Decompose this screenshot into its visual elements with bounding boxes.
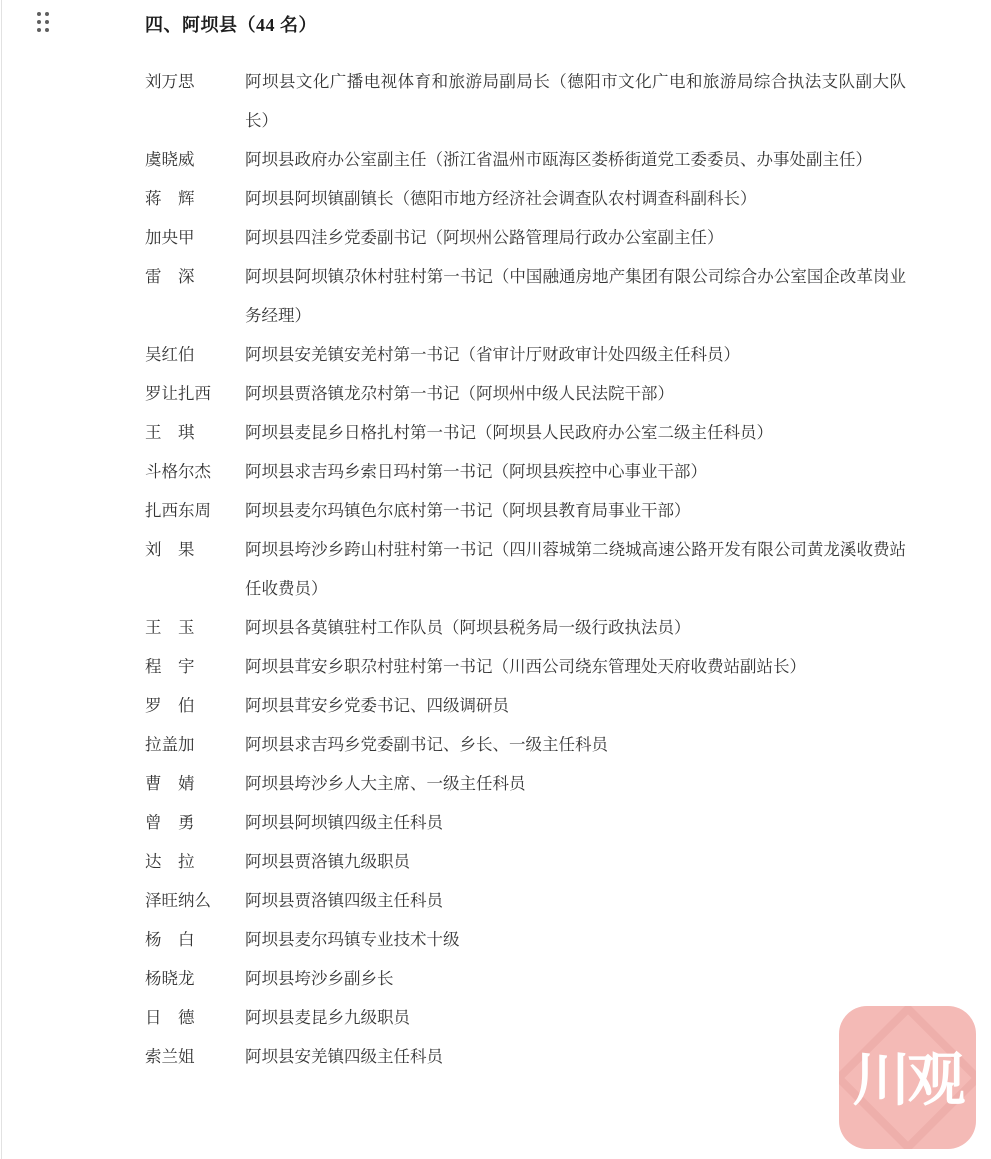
entry-title: 阿坝县四洼乡党委副书记（阿坝州公路管理局行政办公室副主任） bbox=[245, 228, 724, 247]
entry-title: 阿坝县贾洛镇九级职员 bbox=[245, 852, 410, 871]
roster-row bbox=[145, 647, 906, 686]
entry-name: 刘 果 bbox=[145, 540, 195, 559]
entry-name: 刘万思 bbox=[145, 72, 195, 91]
drag-handle-dot bbox=[37, 20, 41, 24]
roster-row bbox=[145, 803, 906, 842]
roster-row bbox=[145, 140, 906, 179]
entry-name: 蒋 辉 bbox=[145, 189, 195, 208]
entry-title: 阿坝县麦尔玛镇专业技术十级 bbox=[245, 930, 460, 949]
entry-title: 阿坝县垮沙乡人大主席、一级主任科员 bbox=[245, 774, 526, 793]
entry-name: 吴红伯 bbox=[145, 345, 195, 364]
roster-row bbox=[145, 218, 906, 257]
roster-row bbox=[145, 374, 906, 413]
entry-title: 阿坝县政府办公室副主任（浙江省温州市瓯海区娄桥街道党工委委员、办事处副主任） bbox=[245, 150, 872, 169]
entry-name: 斗格尔杰 bbox=[145, 462, 211, 481]
entry-name: 曹 婧 bbox=[145, 774, 195, 793]
roster-row bbox=[145, 452, 906, 491]
roster-row bbox=[145, 959, 906, 998]
entry-title: 阿坝县贾洛镇龙尕村第一书记（阿坝州中级人民法院干部） bbox=[245, 384, 674, 403]
entry-title: 阿坝县麦昆乡日格扎村第一书记（阿坝县人民政府办公室二级主任科员） bbox=[245, 423, 773, 442]
entry-name: 扎西东周 bbox=[145, 501, 211, 520]
roster-row bbox=[145, 530, 906, 608]
entry-name: 程 宇 bbox=[145, 657, 195, 676]
roster-row bbox=[145, 764, 906, 803]
roster-row bbox=[145, 686, 906, 725]
roster-list bbox=[145, 62, 906, 1076]
entry-title: 阿坝县茸安乡职尕村驻村第一书记（川西公司绕东管理处天府收费站副站长） bbox=[245, 657, 806, 676]
entry-title: 阿坝县求吉玛乡索日玛村第一书记（阿坝县疾控中心事业干部） bbox=[245, 462, 707, 481]
roster-row bbox=[145, 1037, 906, 1076]
entry-name: 日 德 bbox=[145, 1008, 195, 1027]
drag-handle-dot bbox=[45, 28, 49, 32]
watermark-text: 川观 bbox=[852, 1047, 963, 1113]
roster-row bbox=[145, 413, 906, 452]
entry-title: 阿坝县垮沙乡跨山村驻村第一书记（四川蓉城第二绕城高速公路开发有限公司黄龙溪收费站任收费员） bbox=[245, 540, 906, 598]
roster-row bbox=[145, 920, 906, 959]
entry-title: 阿坝县垮沙乡副乡长 bbox=[245, 969, 394, 988]
entry-name: 杨晓龙 bbox=[145, 969, 195, 988]
section-heading: 四、阿坝县（44 名） bbox=[145, 15, 317, 35]
roster-row bbox=[145, 881, 906, 920]
roster-row bbox=[145, 179, 906, 218]
entry-title: 阿坝县茸安乡党委书记、四级调研员 bbox=[245, 696, 509, 715]
roster-row bbox=[145, 257, 906, 335]
entry-name: 拉盖加 bbox=[145, 735, 195, 754]
drag-handle-dot bbox=[45, 12, 49, 16]
left-panel-border bbox=[1, 0, 2, 1159]
chuanguan-watermark bbox=[839, 1006, 976, 1149]
entry-name: 杨 白 bbox=[145, 930, 195, 949]
entry-title: 阿坝县阿坝镇副镇长（德阳市地方经济社会调查队农村调查科副科长） bbox=[245, 189, 757, 208]
roster-row bbox=[145, 608, 906, 647]
roster-row bbox=[145, 62, 906, 140]
entry-title: 阿坝县安羌镇安羌村第一书记（省审计厅财政审计处四级主任科员） bbox=[245, 345, 740, 364]
entry-title: 阿坝县求吉玛乡党委副书记、乡长、一级主任科员 bbox=[245, 735, 608, 754]
drag-handle-dot bbox=[37, 28, 41, 32]
entry-name: 索兰姐 bbox=[145, 1047, 195, 1066]
entry-name: 王 玉 bbox=[145, 618, 195, 637]
entry-name: 曾 勇 bbox=[145, 813, 195, 832]
entry-title: 阿坝县文化广播电视体育和旅游局副局长（德阳市文化广电和旅游局综合执法支队副大队长） bbox=[245, 72, 906, 130]
entry-title: 阿坝县各莫镇驻村工作队员（阿坝县税务局一级行政执法员） bbox=[245, 618, 691, 637]
entry-title: 阿坝县贾洛镇四级主任科员 bbox=[245, 891, 443, 910]
drag-handle-dot bbox=[45, 20, 49, 24]
roster-row bbox=[145, 842, 906, 881]
roster-row bbox=[145, 335, 906, 374]
entry-name: 罗让扎西 bbox=[145, 384, 211, 403]
entry-name: 王 琪 bbox=[145, 423, 195, 442]
entry-title: 阿坝县阿坝镇四级主任科员 bbox=[245, 813, 443, 832]
entry-title: 阿坝县麦昆乡九级职员 bbox=[245, 1008, 410, 1027]
entry-name: 泽旺纳么 bbox=[145, 891, 211, 910]
roster-row bbox=[145, 998, 906, 1037]
entry-title: 阿坝县麦尔玛镇色尔底村第一书记（阿坝县教育局事业干部） bbox=[245, 501, 691, 520]
drag-handle-icon[interactable] bbox=[37, 12, 49, 32]
article-content bbox=[145, 12, 906, 1076]
entry-name: 雷 深 bbox=[145, 267, 195, 286]
roster-row bbox=[145, 725, 906, 764]
roster-row bbox=[145, 491, 906, 530]
entry-title: 阿坝县安羌镇四级主任科员 bbox=[245, 1047, 443, 1066]
drag-handle-dot bbox=[37, 12, 41, 16]
entry-name: 罗 伯 bbox=[145, 696, 195, 715]
entry-name: 达 拉 bbox=[145, 852, 195, 871]
entry-name: 虞晓威 bbox=[145, 150, 195, 169]
entry-name: 加央甲 bbox=[145, 228, 195, 247]
entry-title: 阿坝县阿坝镇尕休村驻村第一书记（中国融通房地产集团有限公司综合办公室国企改革岗业务经理） bbox=[245, 267, 906, 325]
